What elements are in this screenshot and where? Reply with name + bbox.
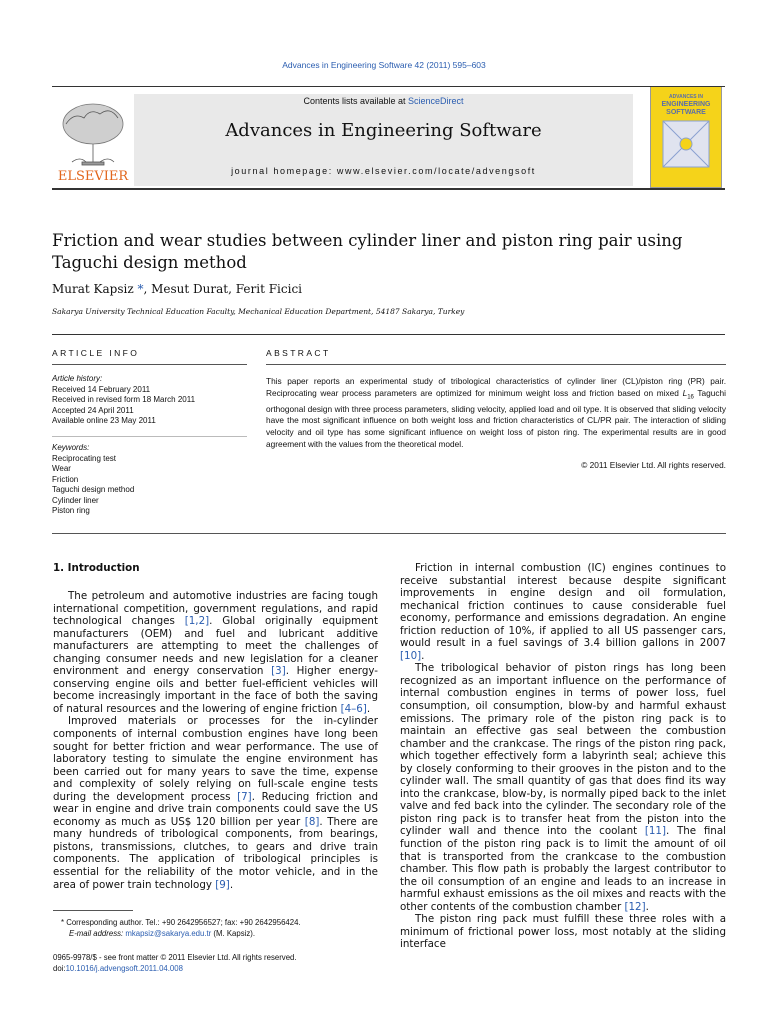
paragraph-5: The piston ring pack must fulfill these three roles with a minimum of frictional power loss, most notably at the sliding interface [400,913,726,951]
article-info-heading: ARTICLE INFO [52,348,140,358]
cover-graphic [651,87,721,187]
author-list: Murat Kapsiz *, Mesut Durat, Ferit Ficici [52,282,302,296]
abstract-copyright: © 2011 Elsevier Ltd. All rights reserved. [581,460,726,470]
section-heading-introduction: 1. Introduction [53,562,140,574]
journal-name: Advances in Engineering Software [225,120,542,141]
footnote-rule [53,910,133,911]
paragraph-1: The petroleum and automotive industries are facing tough international competition, government regulations, and rapid technological changes [1,2]. Global originally equipment manufacturers (OEM) and fuel and lubricant additive manufacturers are attempting to meet the challenges of changing consumer needs and new legislation for a cleaner environment and energy conservation [3]. Higher energy-conserving engine oils and better fuel-efficient vehicles will become increasingly important in the face of both the saving of natural resources and the lowering of engine friction [4–6]. [53,590,379,715]
paragraph-3: Friction in internal combustion (IC) engines continues to receive substantial interest because despite significant improvements in engine design and oil formulation, mechanical friction continues to cause considerable fuel economy, performance and emissions degradation. An engine friction reduction of 10%, if applied to all US passenger cars, would result in a fuel savings of 3.4 billion gallons in 2007 [10]. [400,562,726,662]
doi-link[interactable]: 10.1016/j.advengsoft.2011.04.008 [65,964,183,973]
top-rule [52,86,725,87]
body-column-right [400,562,726,951]
email-link[interactable]: mkapsiz@sakarya.edu.tr [125,929,212,938]
tree-icon [63,104,123,165]
keywords-list: Keywords: Reciprocating test Wear Friction Taguchi design method Cylinder liner Piston ring [52,443,135,515]
paragraph-4: The tribological behavior of piston rings has long been recognized as an important influence on the performance of internal combustion engines in terms of power loss, fuel consumption, oil consumption, blow-by and harmful exhaust emissions. The primary role of the piston ring pack is to maintain an effective gas seal between the combustion chamber and the crankcase. The rings of the piston ring pack, which together effectively form a labyrinth seal; achieve this by closely conforming to their grooves in the piston and to the cylinder wall. The small quantity of gas that does find its way into the crankcase, blow-by, is normally piped back to the inlet valve and fed back into the cylinder. The secondary role of the piston ring pack is to transfer heat from the piston into the cylinder wall and thence into the coolant [11]. The final function of the piston ring pack is to limit the amount of oil that is transported from the crankcase to the combustion chamber. This flow path is probably the largest contributor to the oil consumption of an engine and leads to an increase in harmful exhaust emissions as the oil mixes and reacts with the other contents of the combustion chamber [12]. [400,662,726,913]
cover-title: ADVANCES IN ENGINEERING SOFTWARE [661,94,711,116]
body-column-left [53,584,378,891]
affiliation-rule [52,334,725,335]
journal-homepage[interactable]: journal homepage: www.elsevier.com/locate/advengsoft [231,166,536,176]
journal-cover [650,86,722,188]
abstract-heading: ABSTRACT [266,348,331,358]
abstract-rule [266,364,726,365]
sciencedirect-link[interactable]: ScienceDirect [408,96,464,106]
keywords-rule [52,436,247,437]
footnote: * Corresponding author. Tel.: +90 2642956527; fax: +90 2642956424. E-mail address: mkapsiz@sakarya.edu.tr (M. Kapsiz). [61,918,301,938]
article-history: Article history: Received 14 February 2011 Received in revised form 18 March 2011 Accepted 24 April 2011 Available online 23 May 2011 [52,374,196,425]
affiliation: Sakarya University Technical Education Faculty, Mechanical Education Department, 54187 Sakarya, Turkey [52,307,465,316]
publisher-wordmark: ELSEVIER [57,169,129,184]
issn-block: 0965-9978/$ - see front matter © 2011 Elsevier Ltd. All rights reserved. doi:10.1016/j.advengsoft.2011.04.008 [53,953,297,973]
journal-reference[interactable]: Advances in Engineering Software 42 (2011) 595–603 [282,60,486,70]
author-1: Murat Kapsiz [52,282,134,296]
paragraph-2: Improved materials or processes for the in-cylinder components of internal combustion engines have long been sought for better friction and wear performance. The use of laboratory testing to simulate the engine environment has been carried out for many years to save the time, expense and complexity of solely relying on full-scale engine tests during the development process [7]. Reducing friction and wear in engine and drive train components could save the US economy as much as US$ 120 billion per year [8]. There are many hundreds of tribological components, from bearings, pistons, transmissions, clutches, to gears and drive train components. The application of tribological principles is essential for the reliability of the motor vehicle, and in the area of power train technology [9]. [53,715,378,891]
contents-line: Contents lists available at ScienceDirect [303,96,464,106]
abstract-bottom-rule [52,533,726,534]
corresponding-mark[interactable]: * [133,282,144,296]
abstract-text: This paper reports an experimental study of tribological characteristics of cylinder liner (CL)/piston ring (PR) pair. Reciprocating wear process parameters are optimized for minimum weight loss and friction based on mixed $L_{16}$ Taguchi orthogonal design with three process parameters, sliding velocity, applied load and oil type. It is observed that sliding velocity have the most significant influence on both weight loss and friction characteristics of CL/PR pair. The interaction of sliding velocity and oil type has some significant influence on weight loss of piston ring. The experimental results are in good agreement with the values from the theoretical model. [266,376,726,449]
elsevier-logo [52,94,134,186]
article-title: Friction and wear studies between cylinder liner and piston ring pair using Taguchi design method [52,231,683,272]
article-info-rule [52,364,247,365]
masthead-rule [52,188,725,190]
